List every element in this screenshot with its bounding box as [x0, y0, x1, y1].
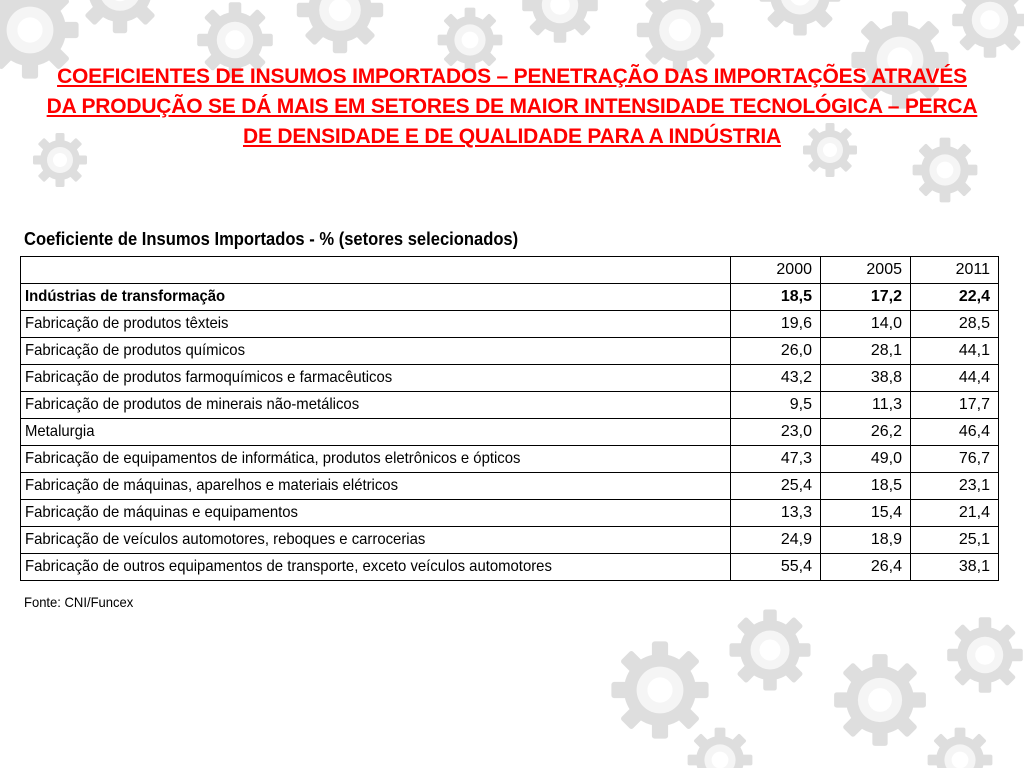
table-cell: 21,4 [911, 500, 999, 527]
table-cell: 25,1 [911, 527, 999, 554]
table-cell: 28,5 [911, 311, 999, 338]
table-cell: 18,9 [821, 527, 911, 554]
table-row [21, 500, 999, 527]
table-cell: 23,0 [731, 419, 821, 446]
table-cell: 76,7 [911, 446, 999, 473]
table-cell: 25,4 [731, 473, 821, 500]
data-table [20, 256, 999, 581]
table-cell: 13,3 [731, 500, 821, 527]
row-label: Fabricação de veículos automotores, reboques e carrocerias [21, 527, 731, 554]
table-cell: 38,1 [911, 554, 999, 581]
table-cell: 43,2 [731, 365, 821, 392]
year-header: 2000 [731, 257, 821, 284]
row-label: Fabricação de produtos químicos [21, 338, 731, 365]
table-header-row [21, 257, 999, 284]
table-cell: 47,3 [731, 446, 821, 473]
year-header: 2011 [911, 257, 999, 284]
table-row [21, 419, 999, 446]
header-empty-cell [21, 257, 731, 284]
table-cell: 18,5 [731, 284, 821, 311]
table-row [21, 554, 999, 581]
row-label: Fabricação de máquinas e equipamentos [21, 500, 731, 527]
table-row [21, 311, 999, 338]
row-label: Fabricação de máquinas, aparelhos e materiais elétricos [21, 473, 731, 500]
table-cell: 11,3 [821, 392, 911, 419]
row-label: Fabricação de equipamentos de informática, produtos eletrônicos e ópticos [21, 446, 731, 473]
table-cell: 44,1 [911, 338, 999, 365]
table-caption: Coeficiente de Insumos Importados - % (setores selecionados) [24, 229, 519, 249]
source-note: Fonte: CNI/Funcex [24, 594, 134, 610]
table-row [21, 365, 999, 392]
table-cell: 17,2 [821, 284, 911, 311]
table-cell: 26,4 [821, 554, 911, 581]
table-cell: 18,5 [821, 473, 911, 500]
table-cell: 26,0 [731, 338, 821, 365]
table-cell: 46,4 [911, 419, 999, 446]
table-cell: 17,7 [911, 392, 999, 419]
table-cell: 22,4 [911, 284, 999, 311]
table-cell: 23,1 [911, 473, 999, 500]
table-cell: 24,9 [731, 527, 821, 554]
table-row [21, 473, 999, 500]
table-cell: 15,4 [821, 500, 911, 527]
table-row [21, 446, 999, 473]
row-label: Fabricação de produtos farmoquímicos e farmacêuticos [21, 365, 731, 392]
slide-title: COEFICIENTES DE INSUMOS IMPORTADOS – PENETRAÇÃO DAS IMPORTAÇÕES ATRAVÉS DA PRODUÇÃO SE DÁ MAIS EM SETORES DE MAIOR INTENSIDADE TECNOLÓGICA – PERCA DE DENSIDADE E DE QUALIDADE PARA A INDÚSTRIA [46, 65, 978, 148]
table-row [21, 284, 999, 311]
table-cell: 14,0 [821, 311, 911, 338]
table-cell: 26,2 [821, 419, 911, 446]
table-cell: 55,4 [731, 554, 821, 581]
table-cell: 44,4 [911, 365, 999, 392]
row-label: Fabricação de produtos de minerais não-metálicos [21, 392, 731, 419]
table-cell: 28,1 [821, 338, 911, 365]
table-cell: 9,5 [731, 392, 821, 419]
row-label: Fabricação de produtos têxteis [21, 311, 731, 338]
table-cell: 38,8 [821, 365, 911, 392]
year-header: 2005 [821, 257, 911, 284]
table-cell: 49,0 [821, 446, 911, 473]
row-label: Indústrias de transformação [21, 284, 731, 311]
row-label: Fabricação de outros equipamentos de transporte, exceto veículos automotores [21, 554, 731, 581]
table-row [21, 527, 999, 554]
table-row [21, 392, 999, 419]
table-row [21, 338, 999, 365]
row-label: Metalurgia [21, 419, 731, 446]
table-cell: 19,6 [731, 311, 821, 338]
